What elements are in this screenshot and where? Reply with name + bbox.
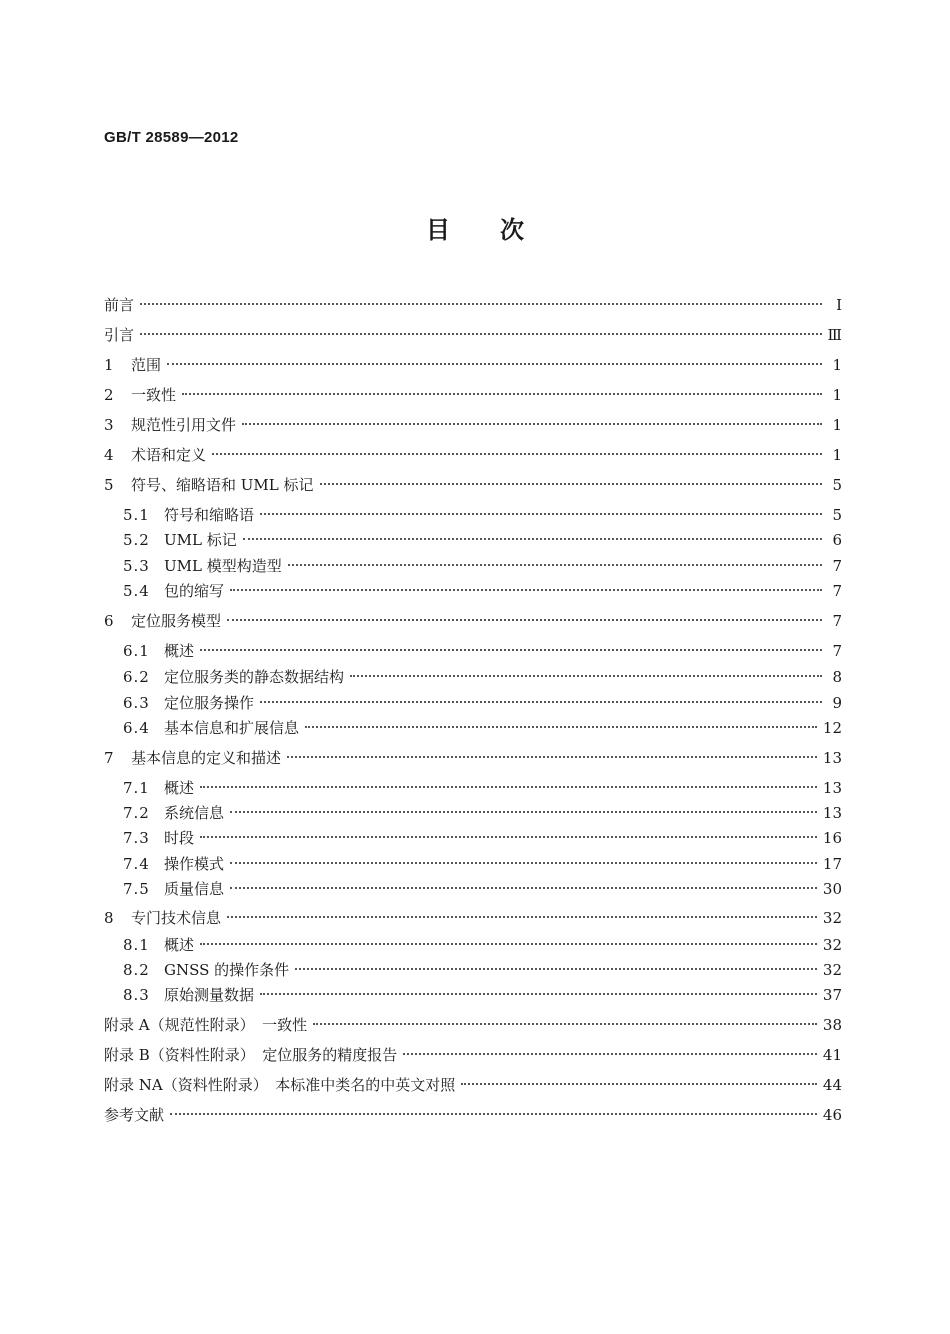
toc-entry-number: 7 bbox=[104, 749, 114, 767]
dot-leader bbox=[313, 1023, 817, 1025]
toc-entry[interactable] bbox=[123, 665, 842, 689]
toc-entry-number: 7.5 bbox=[123, 880, 150, 898]
toc-entry-number: 6.3 bbox=[123, 694, 150, 712]
toc-entry-page: 13 bbox=[822, 749, 842, 767]
dot-leader bbox=[170, 1113, 817, 1115]
toc-entry-page: 32 bbox=[822, 961, 842, 979]
toc-entry-number: 5.1 bbox=[123, 506, 150, 524]
toc-entry-page: 13 bbox=[822, 804, 842, 822]
toc-entry-label: 前言 bbox=[104, 296, 135, 314]
toc-entry-label: 专门技术信息 bbox=[131, 909, 222, 927]
dot-leader bbox=[230, 887, 817, 889]
toc-entry[interactable] bbox=[123, 801, 842, 825]
toc-entry[interactable] bbox=[104, 1103, 842, 1127]
dot-leader bbox=[305, 726, 817, 728]
toc-entry-page: 1 bbox=[832, 356, 842, 374]
toc-entry-page: 1 bbox=[832, 386, 842, 404]
dot-leader bbox=[403, 1053, 817, 1055]
toc-entry[interactable] bbox=[104, 609, 842, 633]
toc-entry-page: 32 bbox=[822, 909, 842, 927]
toc-entry-label: 定位服务操作 bbox=[164, 694, 255, 712]
toc-entry[interactable] bbox=[104, 323, 842, 347]
dot-leader bbox=[242, 423, 822, 425]
toc-entry-number: 7.2 bbox=[123, 804, 150, 822]
toc-entry-page: 1 bbox=[832, 446, 842, 464]
toc-entry[interactable] bbox=[123, 528, 842, 552]
dot-leader bbox=[200, 836, 817, 838]
toc-entry-page: 7 bbox=[832, 557, 842, 575]
dot-leader bbox=[200, 786, 817, 788]
toc-entry-page: 9 bbox=[832, 694, 842, 712]
toc-entry-page: 41 bbox=[822, 1046, 842, 1064]
toc-entry[interactable] bbox=[104, 293, 842, 317]
toc-entry[interactable] bbox=[104, 1013, 842, 1037]
toc-entry-number: 5.4 bbox=[123, 582, 150, 600]
toc-entry-number: 8 bbox=[104, 909, 114, 927]
toc-entry-label: 规范性引用文件 bbox=[131, 416, 237, 434]
toc-entry-page: 44 bbox=[822, 1076, 842, 1094]
toc-entry-page: 12 bbox=[822, 719, 842, 737]
toc-entry[interactable] bbox=[104, 413, 842, 437]
toc-entry[interactable] bbox=[104, 1073, 842, 1097]
toc-entry-number: 7.4 bbox=[123, 855, 150, 873]
dot-leader bbox=[227, 916, 817, 918]
toc-entry-label: 概述 bbox=[164, 936, 195, 954]
toc-entry-page: 30 bbox=[822, 880, 842, 898]
dot-leader bbox=[320, 483, 823, 485]
toc-entry-number: 1 bbox=[104, 356, 114, 374]
dot-leader bbox=[243, 538, 822, 540]
toc-entry[interactable] bbox=[123, 579, 842, 603]
toc-entry-label: 基本信息的定义和描述 bbox=[131, 749, 282, 767]
toc-entry-label: 一致性 bbox=[131, 386, 177, 404]
toc-entry-label: GNSS 的操作条件 bbox=[164, 961, 290, 979]
toc-entry[interactable] bbox=[123, 716, 842, 740]
dot-leader bbox=[227, 619, 822, 621]
toc-entry[interactable] bbox=[104, 746, 842, 770]
toc-entry-number: 8.3 bbox=[123, 986, 150, 1004]
toc-entry-number: 4 bbox=[104, 446, 114, 464]
dot-leader bbox=[287, 756, 817, 758]
standard-code: GB/T 28589—2012 bbox=[104, 129, 239, 146]
toc-entry-label: 系统信息 bbox=[164, 804, 225, 822]
toc-entry[interactable] bbox=[123, 983, 842, 1007]
toc-entry-number: 5 bbox=[104, 476, 114, 494]
page-title bbox=[0, 210, 950, 245]
toc-entry-number: 6.2 bbox=[123, 668, 150, 686]
toc-entry[interactable] bbox=[123, 691, 842, 715]
dot-leader bbox=[288, 564, 822, 566]
toc-entry-label: 符号和缩略语 bbox=[164, 506, 255, 524]
dot-leader bbox=[230, 811, 817, 813]
toc-entry[interactable] bbox=[123, 826, 842, 850]
toc-entry-page: 8 bbox=[832, 668, 842, 686]
toc-entry-page: 5 bbox=[832, 506, 842, 524]
dot-leader bbox=[295, 968, 817, 970]
dot-leader bbox=[230, 862, 817, 864]
toc-entry[interactable] bbox=[123, 554, 842, 578]
dot-leader bbox=[260, 701, 822, 703]
toc-entry-label: 附录 NA（资料性附录） 本标准中类名的中英文对照 bbox=[104, 1076, 456, 1094]
toc-entry-label: 原始测量数据 bbox=[164, 986, 255, 1004]
dot-leader bbox=[260, 513, 822, 515]
dot-leader bbox=[230, 589, 822, 591]
dot-leader bbox=[200, 649, 822, 651]
title-char-2: 次 bbox=[500, 216, 524, 244]
toc-entry-label: UML 标记 bbox=[164, 531, 237, 549]
toc-entry[interactable] bbox=[123, 639, 842, 663]
toc-entry[interactable] bbox=[104, 383, 842, 407]
toc-entry-label: 附录 A（规范性附录） 一致性 bbox=[104, 1016, 308, 1034]
toc-entry-number: 6 bbox=[104, 612, 114, 630]
toc-entry[interactable] bbox=[104, 473, 842, 497]
toc-entry-label: 概述 bbox=[164, 642, 195, 660]
dot-leader bbox=[140, 303, 822, 305]
toc-entry-page: 37 bbox=[822, 986, 842, 1004]
toc-entry[interactable] bbox=[123, 933, 842, 957]
toc-entry-page: 17 bbox=[822, 855, 842, 873]
dot-leader bbox=[167, 363, 822, 365]
toc-entry-page: 7 bbox=[832, 642, 842, 660]
toc-entry-label: 质量信息 bbox=[164, 880, 225, 898]
toc-entry-label: 定位服务类的静态数据结构 bbox=[164, 668, 345, 686]
dot-leader bbox=[461, 1083, 817, 1085]
toc-entry[interactable] bbox=[123, 877, 842, 901]
dot-leader bbox=[260, 993, 817, 995]
toc-entry-label: 概述 bbox=[164, 779, 195, 797]
toc-entry-page: Ⅲ bbox=[827, 326, 842, 344]
title-char-1: 目 bbox=[426, 216, 450, 244]
toc-entry-page: 7 bbox=[832, 582, 842, 600]
toc-entry[interactable] bbox=[123, 852, 842, 876]
toc-entry-label: UML 模型构造型 bbox=[164, 557, 282, 575]
toc-entry-number: 6.1 bbox=[123, 642, 150, 660]
toc-entry-number: 5.3 bbox=[123, 557, 150, 575]
toc-entry-number: 7.3 bbox=[123, 829, 150, 847]
toc-entry-label: 范围 bbox=[131, 356, 162, 374]
dot-leader bbox=[182, 393, 822, 395]
toc-entry-label: 定位服务模型 bbox=[131, 612, 222, 630]
dot-leader bbox=[200, 943, 817, 945]
toc-entry-label: 引言 bbox=[104, 326, 135, 344]
toc-entry-label: 附录 B（资料性附录） 定位服务的精度报告 bbox=[104, 1046, 398, 1064]
toc-entry-number: 2 bbox=[104, 386, 114, 404]
toc-entry-page: 32 bbox=[822, 936, 842, 954]
toc-entry-number: 5.2 bbox=[123, 531, 150, 549]
toc-entry-page: 16 bbox=[822, 829, 842, 847]
toc-entry-label: 参考文献 bbox=[104, 1106, 165, 1124]
toc-entry[interactable] bbox=[123, 958, 842, 982]
toc-entry-label: 术语和定义 bbox=[131, 446, 207, 464]
toc-entry-number: 8.2 bbox=[123, 961, 150, 979]
toc-entry-number: 6.4 bbox=[123, 719, 150, 737]
toc-entry-label: 基本信息和扩展信息 bbox=[164, 719, 300, 737]
toc-entry-label: 操作模式 bbox=[164, 855, 225, 873]
toc-entry[interactable] bbox=[104, 353, 842, 377]
toc-entry-number: 3 bbox=[104, 416, 114, 434]
toc-entry-page: 5 bbox=[832, 476, 842, 494]
toc-entry-page: 13 bbox=[822, 779, 842, 797]
toc-entry-label: 符号、缩略语和 UML 标记 bbox=[131, 476, 314, 494]
dot-leader bbox=[140, 333, 822, 335]
toc-entry-page: 1 bbox=[832, 416, 842, 434]
toc-entry-page: 7 bbox=[832, 612, 842, 630]
toc-entry[interactable] bbox=[123, 776, 842, 800]
toc-entry-page: 46 bbox=[822, 1106, 842, 1124]
toc-entry[interactable] bbox=[104, 443, 842, 467]
toc-entry-page: 38 bbox=[822, 1016, 842, 1034]
toc-entry[interactable] bbox=[104, 1043, 842, 1067]
toc-entry-number: 7.1 bbox=[123, 779, 150, 797]
dot-leader bbox=[350, 675, 822, 677]
toc-entry[interactable] bbox=[123, 503, 842, 527]
toc-entry-label: 时段 bbox=[164, 829, 195, 847]
dot-leader bbox=[212, 453, 822, 455]
toc-entry-label: 包的缩写 bbox=[164, 582, 225, 600]
toc-entry-page: Ⅰ bbox=[836, 296, 842, 314]
toc-entry-page: 6 bbox=[832, 531, 842, 549]
toc-entry-number: 8.1 bbox=[123, 936, 150, 954]
toc-entry[interactable] bbox=[104, 906, 842, 930]
